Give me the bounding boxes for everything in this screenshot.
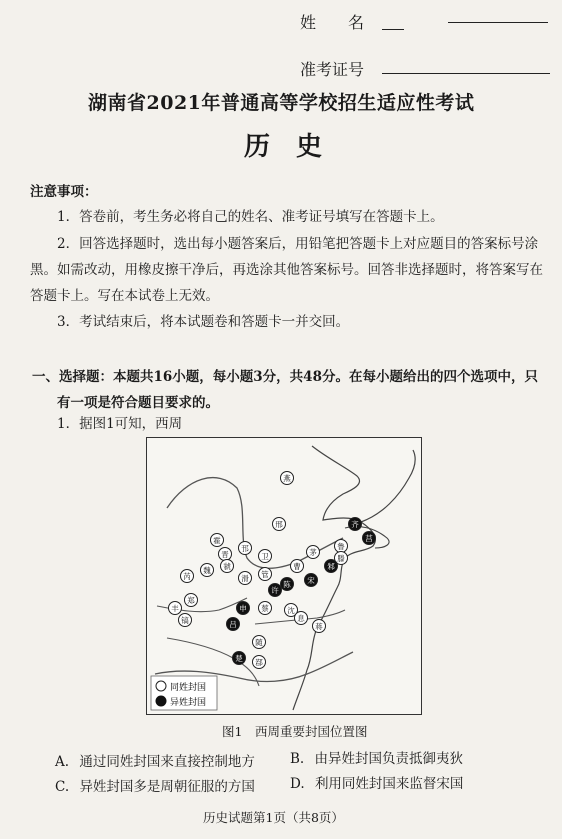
- state-marker: [281, 472, 294, 485]
- option-d-key: D.: [290, 776, 305, 792]
- state-marker: [349, 518, 362, 531]
- legend-diff-icon: [156, 696, 166, 706]
- state-marker: [259, 568, 272, 581]
- option-c-key: C.: [55, 779, 70, 795]
- state-marker: [305, 574, 318, 587]
- state-marker: [281, 578, 294, 591]
- name-underline-long: [448, 22, 548, 23]
- state-marker: [291, 560, 304, 573]
- state-label: 晋: [221, 550, 229, 559]
- option-a-text: 通过同姓封国来直接控制地方: [79, 754, 255, 770]
- state-label: 滕: [337, 554, 345, 563]
- coastline-northeast: [361, 450, 415, 522]
- state-marker: [201, 564, 214, 577]
- state-marker: [253, 636, 266, 649]
- name-underline-short: [382, 29, 404, 30]
- state-label: 丰: [171, 604, 179, 613]
- state-label: 楚: [235, 654, 243, 663]
- state-marker: [307, 546, 320, 559]
- section-heading-line2: 有一项是符合题目要求的。: [57, 395, 219, 411]
- state-marker: [233, 652, 246, 665]
- state-marker: [259, 602, 272, 615]
- page-footer: 历史试题第1页（共8页）: [203, 810, 344, 825]
- state-label: 曹: [293, 562, 301, 571]
- notes-heading: 注意事项：: [30, 184, 98, 200]
- state-label: 邘: [241, 544, 249, 553]
- option-b-key: B.: [290, 751, 305, 767]
- note-1: 1．答卷前，考生务必将自己的姓名、准考证号填写在答题卡上。: [57, 209, 444, 225]
- state-label: 齐: [351, 520, 359, 529]
- state-label: 申: [239, 604, 247, 613]
- state-label: 许: [271, 586, 279, 595]
- legend-same-label: 同姓封国: [170, 683, 207, 693]
- question-1-stem: 1．据图1可知，西周: [57, 416, 183, 432]
- state-label: 魏: [203, 566, 211, 575]
- state-label: 鲁: [337, 542, 345, 551]
- option-b: [290, 748, 463, 770]
- state-marker: [179, 614, 192, 627]
- state-label: 陈: [283, 580, 291, 589]
- state-label: 随: [255, 638, 263, 647]
- state-marker: [363, 532, 376, 545]
- state-marker: [259, 550, 272, 563]
- state-marker: [219, 548, 232, 561]
- state-label: 蔡: [261, 604, 269, 613]
- option-a: [55, 751, 255, 773]
- state-label: 滑: [241, 574, 249, 583]
- name-label: 姓 名: [300, 13, 365, 32]
- state-label: 吕: [229, 620, 237, 629]
- state-marker: [239, 572, 252, 585]
- option-c: [55, 776, 255, 798]
- subject-title: 历 史: [244, 132, 323, 162]
- section-heading-line1: 一、选择题：本题共16小题，每小题3分，共48分。在每小题给出的四个选项中，只: [32, 369, 538, 385]
- figure-caption: 图1 西周重要封国位置图: [222, 724, 368, 739]
- legend-diff-label: 异姓封国: [170, 698, 207, 708]
- option-a-key: A.: [55, 754, 70, 770]
- option-d: [290, 773, 463, 795]
- note-2-cont: 黑。如需改动，用橡皮擦干净后，再选涂其他答案标号。回答非选择题时，将答案写在: [30, 262, 543, 278]
- state-marker: [239, 542, 252, 555]
- state-marker: [227, 618, 240, 631]
- state-marker: [237, 602, 250, 615]
- state-marker: [325, 560, 338, 573]
- note-2: 2．回答选择题时，选出每小题答案后，用铅笔把答题卡上对应题目的答案标号涂: [57, 236, 539, 252]
- state-marker: [169, 602, 182, 615]
- state-label: 虢: [223, 562, 231, 571]
- state-label: 管: [261, 570, 269, 579]
- state-marker: [313, 620, 326, 633]
- option-b-text: 由异姓封国负责抵御夷狄: [314, 751, 464, 767]
- state-label: 镐: [181, 616, 189, 625]
- state-marker: [211, 534, 224, 547]
- state-label: 宋: [307, 576, 315, 585]
- state-label: 息: [297, 614, 305, 623]
- state-marker: [273, 518, 286, 531]
- states-layer: [169, 472, 376, 669]
- state-label: 邾: [327, 562, 335, 571]
- legend-same-icon: [156, 681, 166, 691]
- state-label: 沈: [287, 606, 295, 615]
- map-figure: [146, 437, 422, 715]
- state-marker: [295, 612, 308, 625]
- state-label: 邢: [275, 520, 283, 529]
- state-marker: [185, 594, 198, 607]
- state-label: 卫: [261, 552, 269, 561]
- state-label: 鄀: [255, 658, 263, 667]
- state-label: 莒: [365, 534, 373, 543]
- exam-id-label: 准考证号: [300, 60, 365, 79]
- map-svg: [147, 438, 421, 714]
- state-label: 霍: [213, 536, 221, 545]
- exam-id-underline: [382, 73, 550, 74]
- note-2-end: 答题卡上。写在本试卷上无效。: [30, 288, 219, 304]
- state-marker: [221, 560, 234, 573]
- state-marker: [253, 656, 266, 669]
- option-c-text: 异姓封国多是周朝征服的方国: [79, 779, 255, 795]
- state-label: 蒋: [315, 622, 323, 631]
- state-label: 郑: [187, 596, 195, 605]
- exam-title: 湖南省2021年普通高等学校招生适应性考试: [88, 92, 475, 114]
- note-3: 3．考试结束后，将本试题卷和答题卡一并交回。: [57, 314, 350, 330]
- state-label: 燕: [283, 474, 291, 483]
- state-marker: [335, 540, 348, 553]
- option-d-text: 利用同姓封国来监督宋国: [314, 776, 464, 792]
- state-marker: [269, 584, 282, 597]
- state-label: 茅: [309, 548, 317, 557]
- state-label: 芮: [183, 572, 191, 581]
- state-marker: [181, 570, 194, 583]
